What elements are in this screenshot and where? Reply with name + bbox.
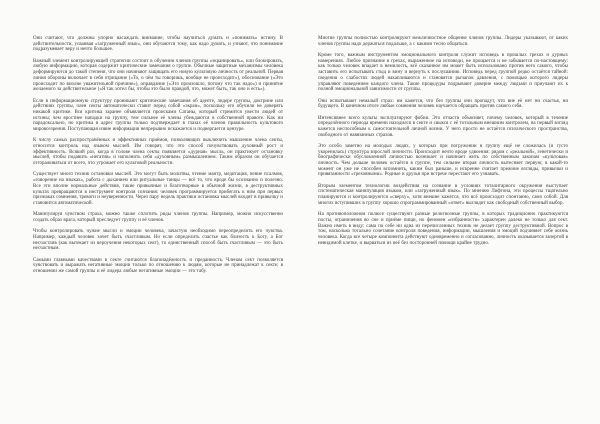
paragraph: Важный элемент контролирующей стратегии состоит в обучении членов группы «экранировать», или блокировать, любую информацию, которая содержит критические замечания о группе. Обычные защитные механизмы человека деформируются до такой степени, что они начинают защищать его новую культовую личность от реальной. Первая линия обороны включает в себя отрицание («То, о чём ты говоришь, вообще не происходит»), обоснование («Это происходит по вполне уважительной причине»), оправдание («Это произошло, потому что так надо») и принятие желаемого за действительное («Я так хотел бы, чтобы это было правдой, что, может быть, так оно и есть»). xyxy=(33,58,283,93)
paragraph: Это особо заметно на молодых людях, у которых при погружении в группу ещё не сложилась (и густо укоренилась) структура взрослой личности. Происходит нечто вроде удвоения: рядом с «реальной», генетически и биографически обусловленной личностью возникает и начинает жить по собственным законам «культовая» личность. Чем дольше человек остаётся в группе, тем сильнее вторая личность вытесняет первую; в какой-то момент он уже не способен вспомнить, каким был раньше, и искренне считает прежние взгляды, привычки и привязанности «греховными». Родные и друзья при встрече перестают его узнавать. xyxy=(318,143,568,178)
paragraph: Манипулируя чувством страха, можно также сплотить ряды членов группы. Например, можно искусственно создать образ врага, который преследует группу и её членов. xyxy=(33,212,283,223)
paragraph: Многие группы полностью контролируют межличностное общение членов группы. Лидеры указывают, от каких членов группы надо держаться подальше, а с какими тесно общаться. xyxy=(318,36,568,47)
paragraph: Кроме того, важным инструментом эмоционального контроля служит исповедь в прошлых грехах и дурных намерениях. Любое признание в грехах, выраженное на исповеди, не прощается и не забывается по-настоящему: как только человек впадает в немилость, всё сказанное им может быть использовано против него самого, чтобы заставить его испытывать стыд и вину и вернуть к послушанию. Исповедь перед группой редко остаётся тайной: сведения о слабостях людей накапливаются и становятся рычагом давления, с помощью которого лидеры управляют поведением каждого члена. Такие процедуры подрывают доверие между людьми и приучают их к полной эмоциональной зависимости от группы. xyxy=(318,53,568,93)
paragraph: Вторым элементом технологии воздействия на сознание в условиях тоталитарного окружения выступает систематическая манипуляция языком, или «загруженный язык». По мнению Лифтона, эти процессы тщательно планируются и контролируются «сверху», хотя внешне кажется, что всё происходит спонтанно, само собой. Для многих вступивших в группу хорошо спрограммированный «ответ» выглядит как свободный собственный выбор. xyxy=(318,183,568,206)
paragraph: Чтобы контролировать чужие мысли и эмоции человека, зачастую необходимо переопределить его чувства. Например, каждый человек хочет быть счастливым. Но если определить счастье как близость к Богу, а Бог несчастлив (как вытекает из вероучения некоторых сект), то единственный способ быть счастливым — это быть несчастным. xyxy=(33,229,283,252)
right-page xyxy=(300,0,600,424)
paragraph: Они испытывают немалый страх: им кажется, что без группы они пропадут, что вне её нет ни счастья, ни будущего. В конечном итоге любые сомнения человек научается обращать против самого себя. xyxy=(318,98,568,110)
paragraph: Интенсивнее всего культы эксплуатируют фобии. Это отчасти объясняет, почему человек, который в течение определённого периода времени находился в секте и свыкся с её тотальным внешним контролем, на первый взгляд кажется неспособным к самостоятельной личной жизни. У него просто не остаётся психического пространства, свободного от навязанных страхов. xyxy=(318,115,568,138)
paragraph: Они считают, что должны упорно насаждать внимание, чтобы научиться думать и «понимать» истину. В действительности, усваивая «загруженный язык», они обучаются тому, как надо думать, и узнают, что понимание подразумевает веру и нечто большее. xyxy=(33,36,283,53)
paragraph: Существует много техник остановки мыслей. Это могут быть молитвы, чтение мантр, медитация, пение псалмов, «говорение на языках», работа с дыханием или ритуальные танцы — всё то, что вроде бы осознанно и полезно. Все эти вполне нормальные действия, такие привычные и благотворные в обычной жизни, в деструктивных культах превращаются в инструмент контроля сознания: человек программируется прибегать к ним при первых признаках сомнения, тревоги и неуверенности. Через пару недель практики остановка мыслей входит в привычку и становится автоматической. xyxy=(33,172,283,206)
paragraph: Самыми главными качествами в секте считаются благонадёжность и преданность. Членам сект позволяется чувствовать и выражать негативные эмоции только по отношению к людям, которые не принадлежат к секте; в отношении же самой группы и её лидера любые негативные эмоции — это табу. xyxy=(33,257,283,275)
paragraph: На противоположном полюсе существуют разные религиозные группы, в которых традиционно практикуются посты, ограничения во сне и приёме пищи, но феномен «избранности» характерен далеко не только для сект. Важно иметь в виду: сама по себе ни одна из перечисленных техник не делает группу деструктивной. Вопрос в том, насколько тотально сочетание контроля поведения, информации, мышления и эмоций подчиняет себе жизнь человека. Когда все четыре компонента действуют одновременно и согласованно, личность оказывается запертой в невидимой клетке, и вырваться из неё без посторонней помощи крайне трудно. xyxy=(318,212,568,246)
paragraph: К числу самых распространённых и эффективных приёмов, позволяющих выключить мышление члена секты, относится контроль над языком мыслей. Им говорят, что это способ почувствовать духовный рост и эффективность. Всякий раз, когда в голове члена секты появляется «дурная» мысль, он практикует остановку мыслей, чтобы подавить «негатив» и наполнить себя «духовным» размышлением. Таким образом он обучается отгораживаться от всего, что угрожает его культовой реальности. xyxy=(33,138,283,167)
paragraph: Если в информационную структуру проникают критические замечания об адепте, лидере группы, доктрине или действиях группы, член секты автоматически ставит перед собой «экран», поскольку его обучили не доверять никакой критике. Вся критика заранее объявляется происками Сатаны, который стремится увести людей от истины; чем яростнее нападки на группу, тем сильнее её члены убеждаются в собственной правоте. Как ни парадоксально, но критика в адрес группы только подтверждает в глазах её членов правильность культового мировоззрения. Поступающая извне информация непрерывно искажается и подвергается цензуре. xyxy=(33,98,283,133)
